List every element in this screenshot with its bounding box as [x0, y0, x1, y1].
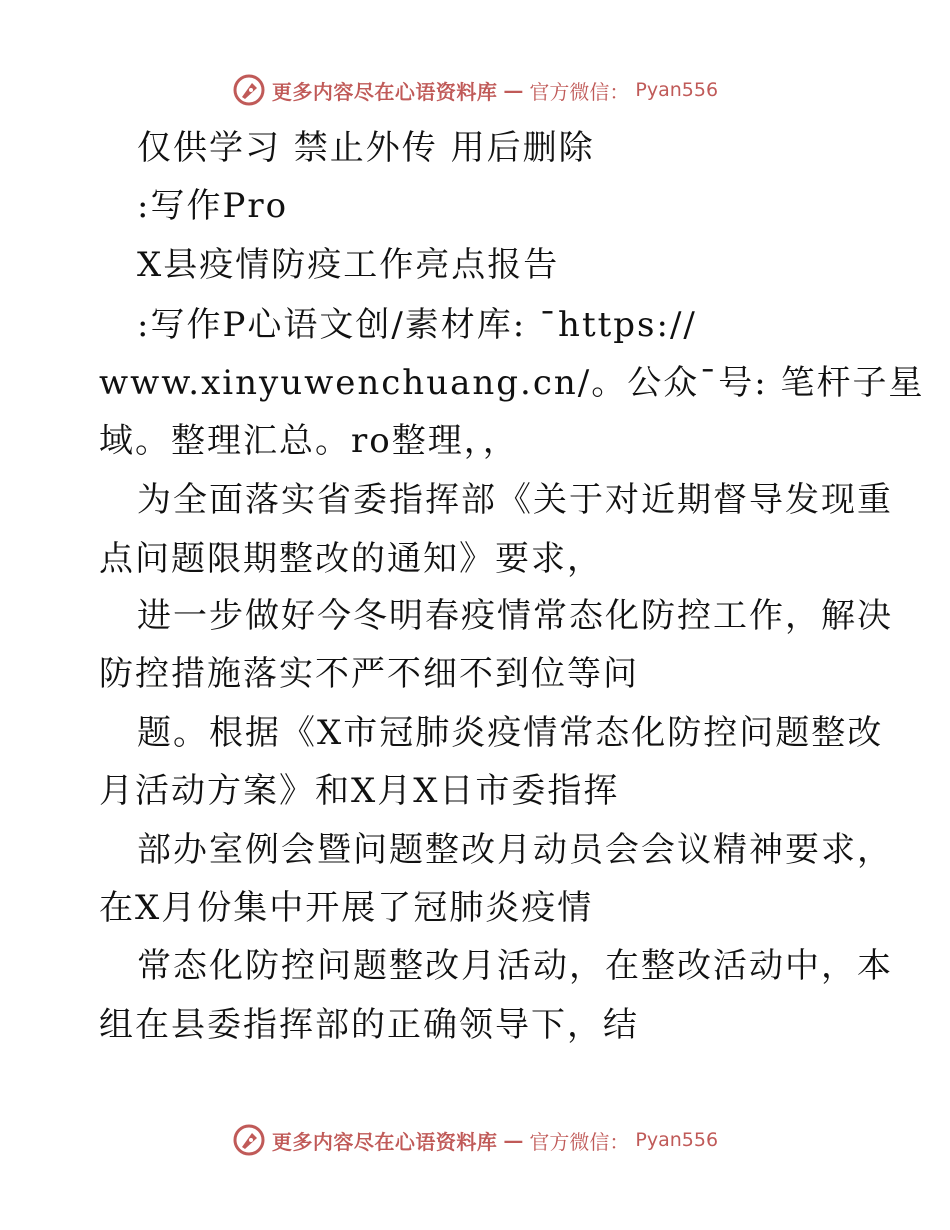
doc-line-para2-a: 进一步做好今冬明春疫情常态化防控工作，解决: [137, 596, 893, 636]
doc-line-compiled: 域。整理汇总。ro整理，，: [99, 421, 519, 461]
watermark-wechat-label: 官方微信：: [529, 79, 630, 104]
watermark-wechat-id: Pyan556: [635, 79, 719, 101]
header-watermark: [0, 70, 950, 110]
doc-line-author: :写作Pro: [137, 186, 289, 226]
watermark-separator: —: [503, 1128, 524, 1152]
doc-line-para5-b: 组在县委指挥部的正确领导下，结: [99, 1005, 639, 1045]
doc-line-notice: 仅供学习 禁止外传 用后删除: [137, 128, 595, 168]
watermark-text: 更多内容尽在心语资料库: [271, 1129, 498, 1154]
watermark-separator: —: [503, 78, 524, 102]
pen-nib-logo-icon: [232, 73, 266, 107]
doc-line-para4-b: 在X月份集中开展了冠肺炎疫情: [99, 888, 594, 928]
doc-line-para1-b: 点问题限期整改的通知》要求，: [99, 539, 603, 579]
pen-nib-logo-icon: [232, 1123, 266, 1157]
watermark-wechat-label: 官方微信：: [529, 1129, 630, 1154]
doc-line-title: X县疫情防疫工作亮点报告: [137, 245, 560, 285]
watermark-text: 更多内容尽在心语资料库: [271, 79, 498, 104]
doc-line-para3-b: 月活动方案》和X月X日市委指挥: [99, 771, 620, 811]
doc-line-para3-a: 题。根据《X市冠肺炎疫情常态化防控问题整改: [137, 713, 884, 753]
doc-line-para5-a: 常态化防控问题整改月活动，在整改活动中，本: [137, 946, 893, 986]
footer-watermark: [0, 1120, 950, 1160]
watermark-wechat-id: Pyan556: [635, 1129, 719, 1151]
doc-line-para4-a: 部办室例会暨问题整改月动员会会议精神要求，: [137, 830, 893, 870]
doc-line-para1-a: 为全面落实省委指挥部《关于对近期督导发现重: [137, 480, 893, 520]
doc-line-source: :写作P心语文创/素材库: ¯https://: [137, 305, 697, 345]
doc-line-para2-b: 防控措施落实不严不细不到位等问: [99, 654, 639, 694]
doc-line-url: www.xinyuwenchuang.cn/。公众¯号: 笔杆子星: [99, 363, 925, 403]
